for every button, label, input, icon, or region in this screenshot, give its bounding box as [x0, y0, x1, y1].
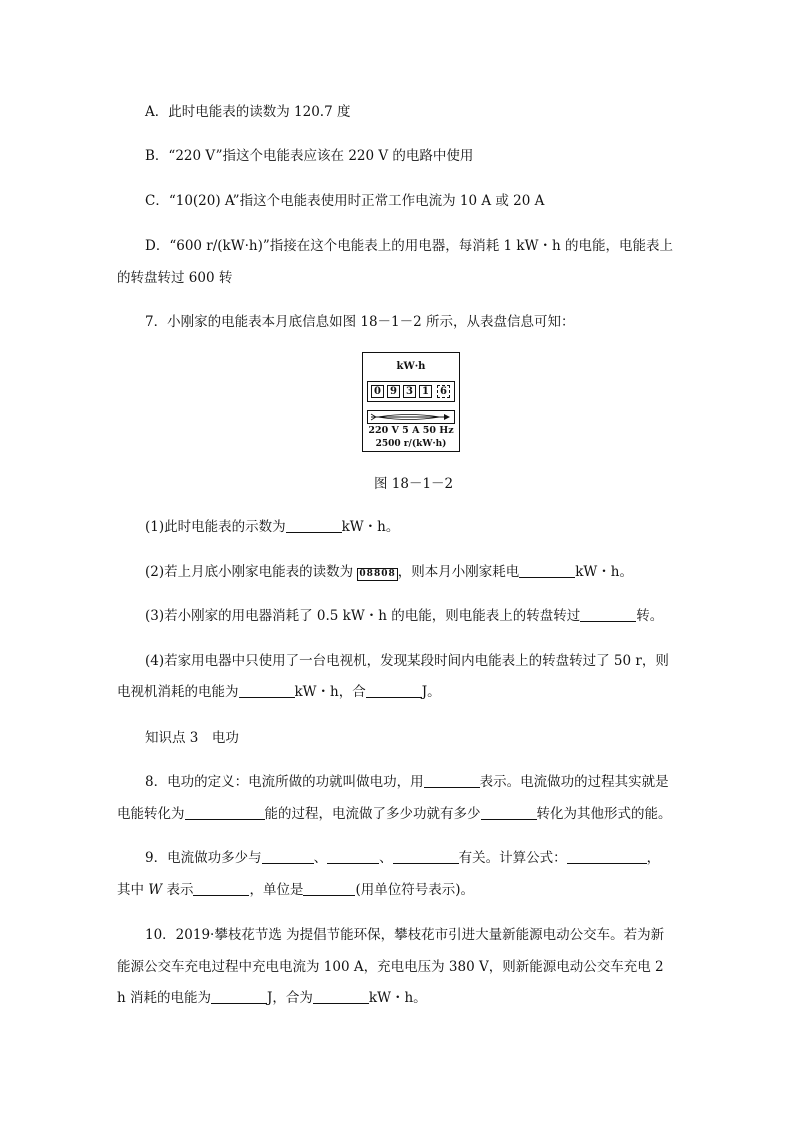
answer-blank[interactable]: [366, 683, 422, 698]
meter-digit: 1: [419, 385, 432, 398]
answer-blank[interactable]: [567, 849, 647, 864]
meter-digit-window: [367, 381, 455, 402]
q7-part4-text2: kW・h，合: [294, 684, 366, 700]
q9-symbol-w: W: [148, 882, 163, 898]
option-a: A．此时电能表的读数为 120.7 度: [145, 104, 351, 120]
q7-part1-text: (1)此时电能表的示数为: [145, 519, 286, 535]
q7-part4-text: 电视机消耗的电能为: [117, 684, 239, 700]
q7-part2-text2: ，则本月小刚家耗电: [397, 564, 520, 580]
q10-text2: J，合为: [267, 990, 313, 1006]
q8-text2: 表示。电流做功的过程其实就是: [479, 774, 669, 790]
q7-part3-unit: 转。: [636, 608, 664, 624]
meter-rotor-arrow-icon: [367, 410, 455, 424]
answer-blank[interactable]: [185, 805, 265, 820]
q9-text5: 表示: [162, 882, 194, 898]
answer-blank[interactable]: [286, 518, 342, 533]
q9-text6: ，单位是: [249, 882, 304, 898]
q9-text4: 其中: [117, 882, 149, 898]
q9-text7: (用单位符号表示)。: [355, 882, 475, 898]
q8-text4: 能的过程，电流做了多少功就有多少: [264, 806, 481, 822]
answer-blank[interactable]: [313, 989, 369, 1004]
q8-line2: [117, 804, 672, 824]
answer-blank[interactable]: [239, 683, 295, 698]
q9-line1: [145, 848, 660, 868]
meter-unit: kW·h: [396, 361, 426, 372]
q7-part2-unit: kW・h。: [575, 564, 633, 580]
answer-blank[interactable]: [211, 989, 267, 1004]
q9-separator: 、: [379, 850, 393, 866]
q7-part2: [145, 562, 633, 582]
meter-digit: 0: [371, 385, 384, 398]
q7-part3: [145, 606, 663, 626]
q7-part4-line1: (4)若家用电器中只使用了一台电视机，发现某段时间内电能表上的转盘转过了 50 r，则: [145, 653, 669, 669]
answer-blank[interactable]: [424, 773, 480, 788]
q9-line2: [117, 880, 474, 900]
q9-text3: ，: [646, 850, 661, 866]
q7-part1: [145, 517, 399, 537]
meter-digit: 9: [387, 385, 400, 398]
option-d-line1: D．“600 r/(kW·h)”指接在这个电能表上的用电器，每消耗 1 kW・h 的电能，电能表上: [145, 238, 673, 254]
answer-blank[interactable]: [327, 849, 379, 864]
q10-line3: [117, 988, 427, 1008]
q8-text5: 转化为其他形式的能。: [536, 806, 672, 822]
answer-blank[interactable]: [303, 881, 355, 896]
answer-blank[interactable]: [481, 805, 537, 820]
q9-separator: 、: [313, 850, 328, 866]
meter-digit-decimal: 6: [437, 385, 450, 398]
q7-part2-text: (2)若上月底小刚家电能表的读数为: [145, 564, 354, 580]
meter-spec: 220 V 5 A 50 Hz: [368, 425, 454, 436]
q7-part1-unit: kW・h。: [341, 519, 400, 535]
meter-revolutions: 2500 r/(kW·h): [375, 439, 447, 449]
figure-caption: 图 18－1－2: [374, 476, 454, 492]
option-c: C．“10(20) A”指这个电能表使用时正常工作电流为 10 A 或 20 A: [145, 193, 545, 209]
q7-part4-line2: [117, 682, 441, 702]
q8-text3: 电能转化为: [117, 806, 185, 822]
electric-meter-figure: [362, 352, 460, 452]
q10-line2: 能源公交车充电过程中充电电流为 100 A，充电电压为 380 V，则新能源电动公交车充电 2: [117, 959, 664, 975]
answer-blank[interactable]: [262, 849, 314, 864]
meter-reading-box: 08808: [359, 569, 396, 579]
q10-line1: 10．2019·攀枝花节选 为提倡节能环保，攀枝花市引进大量新能源电动公交车。若为新: [145, 927, 665, 943]
option-d-line2: 的转盘转过 600 转: [117, 270, 233, 286]
q7-part4-unit: J。: [421, 684, 441, 700]
meter-digit: 3: [403, 385, 416, 398]
option-b: B．“220 V”指这个电能表应该在 220 V 的电路中使用: [145, 148, 474, 164]
answer-blank[interactable]: [393, 849, 459, 864]
answer-blank[interactable]: [519, 563, 575, 578]
q10-text3: kW・h。: [368, 990, 427, 1006]
answer-blank[interactable]: [193, 881, 249, 896]
q7-part3-text: (3)若小刚家的用电器消耗了 0.5 kW・h 的电能，则电能表上的转盘转过: [145, 608, 581, 624]
q7-stem: 7．小刚家的电能表本月底信息如图 18－1－2 所示，从表盘信息可知：: [145, 314, 575, 330]
q10-text: h 消耗的电能为: [117, 990, 211, 1006]
q9-text2: 有关。计算公式：: [458, 850, 567, 866]
answer-blank[interactable]: [580, 607, 636, 622]
q8-line1: [145, 772, 669, 792]
section-heading: 知识点 3 电功: [145, 730, 239, 746]
q9-text: 9．电流做功多少与: [145, 850, 262, 866]
q8-text: 8．电功的定义：电流所做的功就叫做电功，用: [145, 774, 424, 790]
